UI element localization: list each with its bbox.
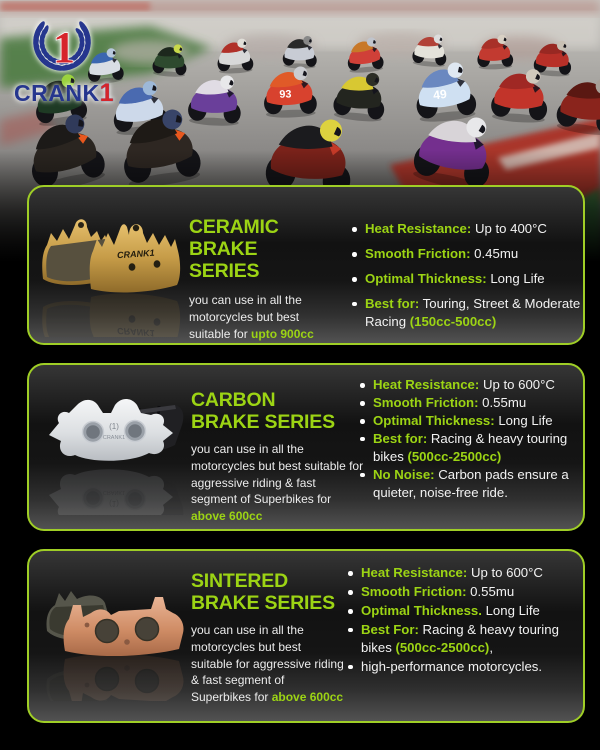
series-description-highlight: upto 900cc [251, 326, 314, 341]
series-description [189, 292, 331, 342]
series-description [191, 622, 345, 706]
spec-item: Best for: Racing & heavy touring bikes (500cc-2500cc) [359, 430, 587, 466]
series-description-text: you can use in all the motorcycles but best suitable for [189, 293, 302, 341]
spec-item: Heat Resistance: Up to 600°C [359, 376, 587, 394]
spec-item: No Noise: Carbon pads ensure a quieter, noise-free ride. [359, 466, 587, 502]
bike-number: 93 [279, 88, 292, 101]
ceramic-series-card [27, 185, 585, 345]
pad-brand-stamp: CRANK1 [102, 435, 126, 441]
laurel-wreath-icon [10, 10, 118, 78]
spec-item: Heat Resistance: Up to 400°C [351, 220, 583, 238]
series-specs-list [347, 564, 587, 677]
series-title-line2: BRAKE SERIES [191, 411, 335, 434]
brand-number: 1 [99, 79, 114, 107]
series-description [191, 441, 365, 525]
sintered-brake-pads-image [35, 563, 189, 701]
series-title-line2: BRAKE SERIES [189, 238, 260, 283]
series-description-highlight: above 600cc [271, 690, 344, 705]
series-title [189, 216, 331, 282]
spec-item: Best For: Racing & heavy touring bikes (500cc-2500cc), [347, 621, 587, 657]
spec-item: Smooth Friction: 0.55mu [347, 583, 587, 601]
spec-item: Optimal Thickness. Long Life [347, 602, 587, 620]
bike-number: 49 [432, 86, 448, 103]
spec-item: Smooth Friction: 0.45mu [351, 245, 583, 263]
spec-item: high-performance motorcycles. [347, 658, 587, 676]
series-description-text: you can use in all the motorcycles but best suitable for aggressive riding & fast segment of Superbikes for [191, 442, 364, 507]
carbon-brake-pads-image [35, 377, 189, 515]
sintered-series-card [27, 549, 585, 723]
crank1-logo [10, 10, 118, 106]
spec-item: Smooth Friction: 0.55mu [359, 394, 587, 412]
brand-name: CRANK [14, 80, 100, 106]
pad-stamp-text: CRANK1 [116, 247, 155, 261]
spec-item: Best for: Touring, Street & Moderate Racing (150cc-500cc) [351, 295, 583, 331]
series-title-line2: BRAKE SERIES [191, 592, 335, 615]
pad-logo-stamp: (1) [109, 422, 119, 431]
brand-wordmark [10, 81, 118, 106]
series-title-line1: CERAMIC [189, 216, 279, 238]
spec-item: Heat Resistance: Up to 600°C [347, 564, 587, 582]
carbon-series-card [27, 363, 585, 531]
wreath-number: 1 [53, 23, 75, 72]
spec-item: Optimal Thickness: Long Life [351, 270, 583, 288]
series-description-highlight: above 600cc [191, 509, 263, 524]
series-specs-list [351, 220, 583, 338]
series-title-line1: SINTERED [191, 570, 288, 592]
ceramic-brake-pads-image [35, 199, 189, 337]
series-title-line1: CARBON [191, 389, 276, 411]
spec-item: Optimal Thickness: Long Life [359, 412, 587, 430]
series-title [191, 389, 365, 433]
series-description-text: you can use in all the motorcycles but best suitable for aggressive riding & fast segment of Superbikes for [191, 623, 344, 705]
series-specs-list [359, 376, 587, 502]
series-title [191, 570, 345, 614]
